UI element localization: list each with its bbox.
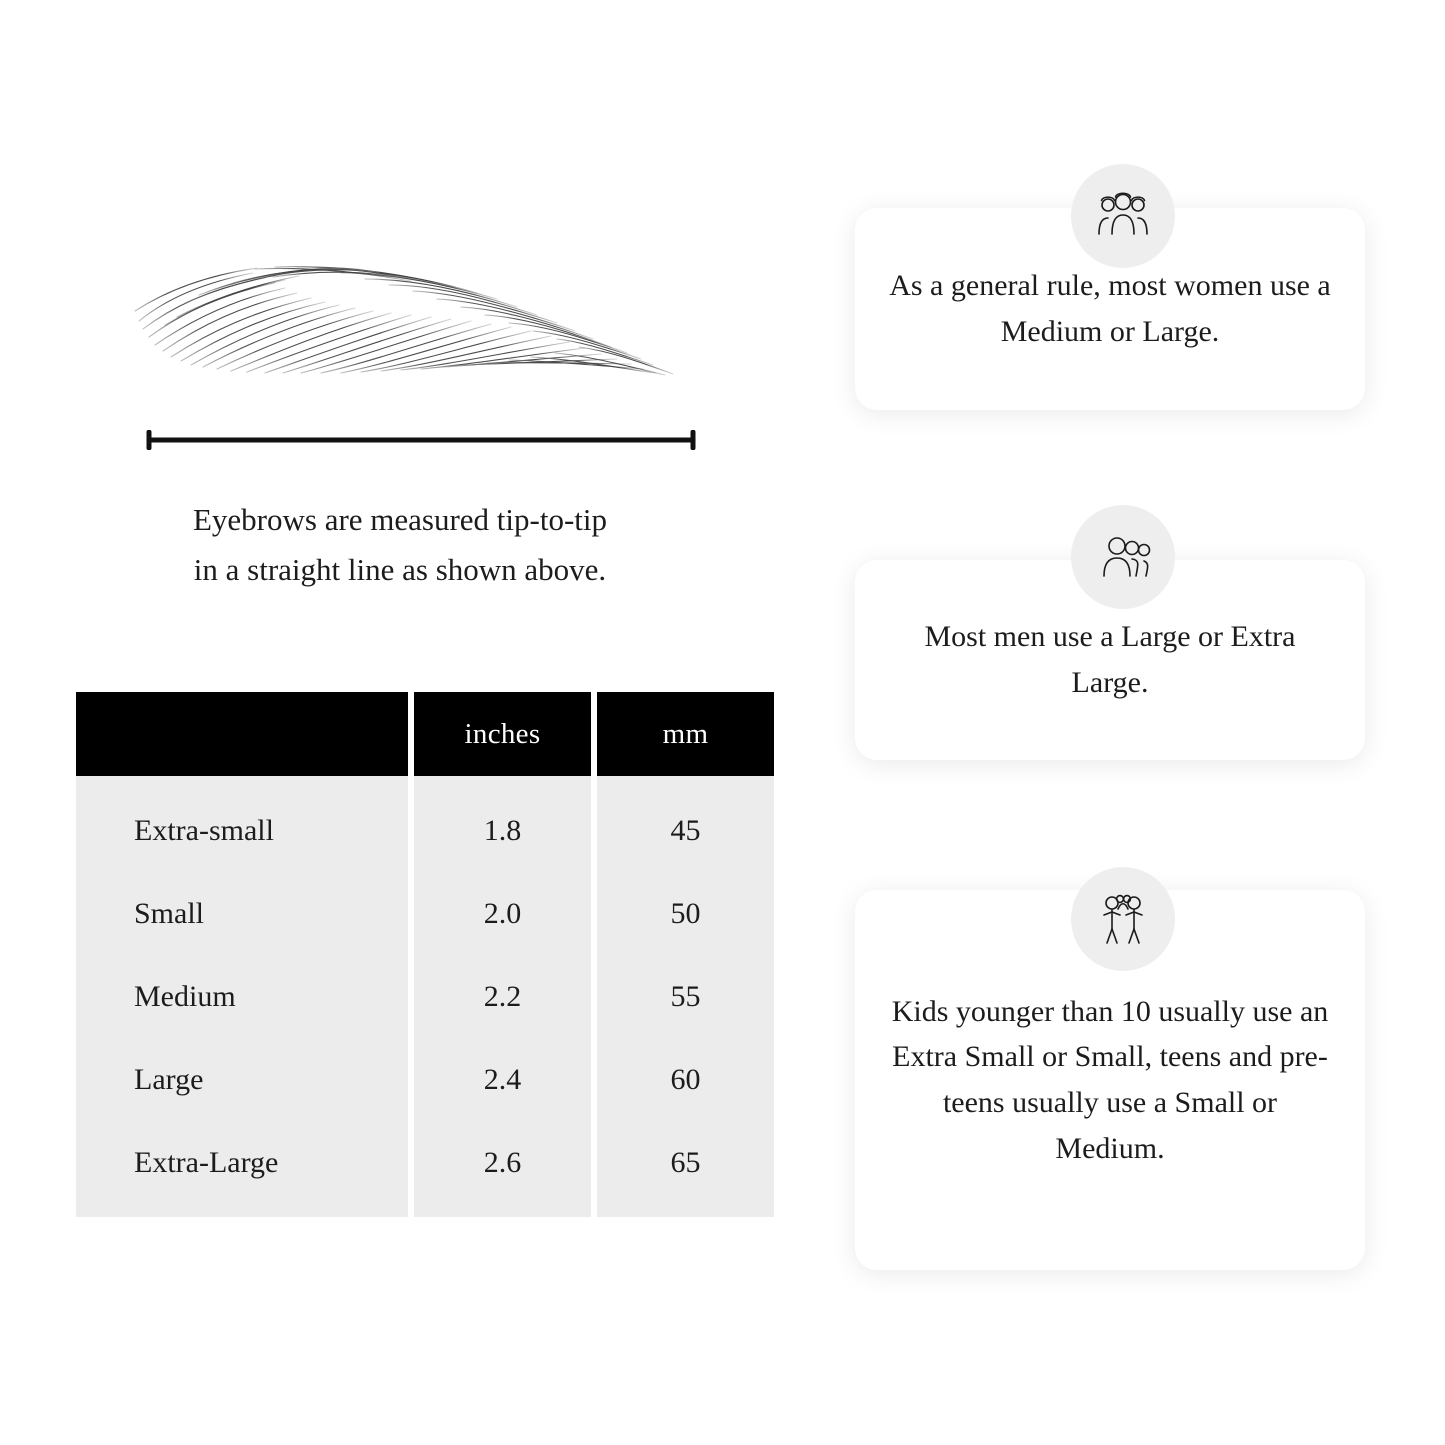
cell-mm: 55 bbox=[597, 955, 774, 1038]
caption-line-2: in a straight line as shown above. bbox=[193, 552, 607, 588]
cell-size-name: Small bbox=[76, 872, 408, 955]
table-row bbox=[76, 776, 774, 872]
cell-inches: 2.0 bbox=[414, 872, 591, 955]
men-group-icon bbox=[1071, 505, 1175, 609]
cell-size-name: Large bbox=[76, 1038, 408, 1121]
cell-size-name: Extra-Large bbox=[76, 1121, 408, 1217]
column-header-mm: mm bbox=[597, 692, 774, 776]
note-text-men: Most men use a Large or Extra Large. bbox=[924, 620, 1296, 699]
table-row bbox=[76, 955, 774, 1038]
cell-inches: 2.2 bbox=[414, 955, 591, 1038]
cell-mm: 60 bbox=[597, 1038, 774, 1121]
measurement-caption bbox=[70, 495, 730, 595]
table-row bbox=[76, 1121, 774, 1217]
cell-mm: 65 bbox=[597, 1121, 774, 1217]
cell-size-name: Medium bbox=[76, 955, 408, 1038]
notes-column bbox=[800, 0, 1445, 1445]
cell-inches: 2.6 bbox=[414, 1121, 591, 1217]
column-header-inches: inches bbox=[414, 692, 591, 776]
column-header-size bbox=[76, 692, 408, 776]
eyebrow-measurement-illustration bbox=[70, 180, 730, 460]
caption-line-1: Eyebrows are measured tip-to-tip bbox=[192, 502, 608, 537]
table-row bbox=[76, 872, 774, 955]
kids-group-icon bbox=[1071, 867, 1175, 971]
table-header-row bbox=[76, 692, 774, 776]
note-text-kids: Kids younger than 10 usually use an Extra Small or Small, teens and pre-teens usually use a Small or Medium. bbox=[891, 994, 1329, 1165]
size-table bbox=[70, 692, 780, 1217]
cell-mm: 45 bbox=[597, 776, 774, 872]
cell-inches: 1.8 bbox=[414, 776, 591, 872]
cell-mm: 50 bbox=[597, 872, 774, 955]
measure-line-icon bbox=[145, 430, 697, 450]
eyebrow-illustration-icon bbox=[125, 225, 685, 385]
note-text-women: As a general rule, most women use a Medium or Large. bbox=[889, 269, 1331, 348]
size-table-head bbox=[76, 692, 774, 776]
cell-size-name: Extra-small bbox=[76, 776, 408, 872]
cell-inches: 2.4 bbox=[414, 1038, 591, 1121]
size-table-body bbox=[76, 776, 774, 1217]
women-group-icon bbox=[1071, 164, 1175, 268]
table-row bbox=[76, 1038, 774, 1121]
